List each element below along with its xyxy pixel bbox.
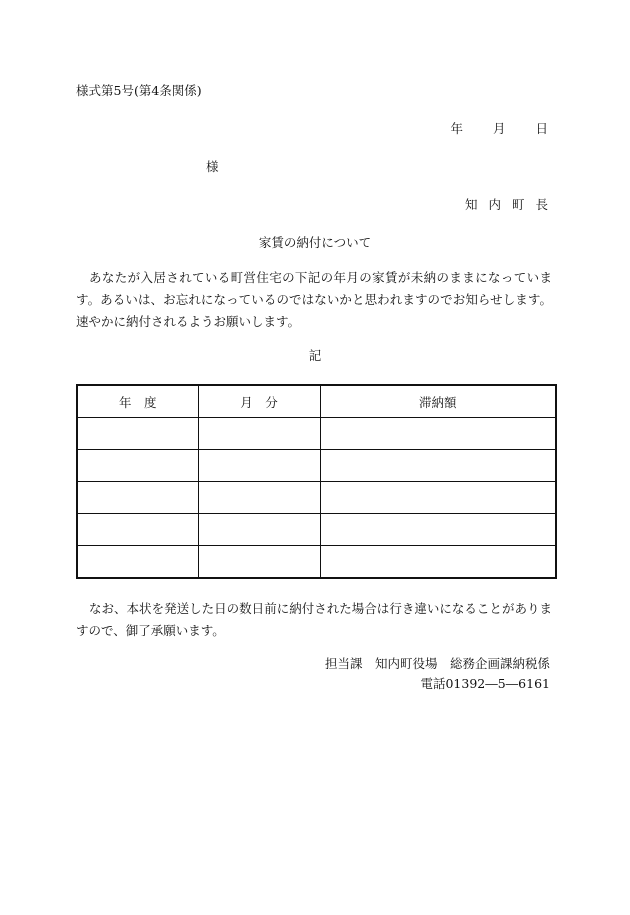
contact-phone: 電話01392―5―6161 xyxy=(420,676,550,691)
table-cell xyxy=(77,546,198,579)
sender: 知内町長 xyxy=(464,197,559,212)
header-arrears-amount: 滞納額 xyxy=(320,385,556,418)
date-line xyxy=(450,123,548,136)
table-cell xyxy=(320,418,556,450)
table-cell xyxy=(320,546,556,579)
date-day-label: 日 xyxy=(535,121,548,136)
table-row xyxy=(77,418,556,450)
contact-department: 担当課 知内町役場 総務企画課納税係 xyxy=(324,656,550,671)
body-paragraph: あなたが入居されている町営住宅の下記の年月の家賃が未納のままになっています。あるいは、お忘れになっているのではないかと思われますのでお知らせします。速やかに納付されるようお願いします。 xyxy=(76,270,552,329)
table-row xyxy=(77,482,556,514)
date-month-label: 月 xyxy=(492,121,506,136)
recipient-suffix: 様 xyxy=(206,159,219,174)
table-cell xyxy=(77,418,198,450)
table-cell xyxy=(198,546,320,579)
table-cell xyxy=(320,482,556,514)
table-header-row xyxy=(77,385,556,418)
table-cell xyxy=(320,514,556,546)
table-cell xyxy=(77,450,198,482)
form-number: 様式第5号(第4条関係) xyxy=(76,83,202,98)
date-year-label: 年 xyxy=(450,121,463,136)
table-cell xyxy=(77,514,198,546)
ki-label: 記 xyxy=(308,348,322,363)
table-cell xyxy=(198,514,320,546)
table-cell xyxy=(77,482,198,514)
table-row xyxy=(77,514,556,546)
table-row xyxy=(77,450,556,482)
arrears-table xyxy=(76,384,557,579)
table-cell xyxy=(198,418,320,450)
table-cell xyxy=(320,450,556,482)
table-cell xyxy=(198,482,320,514)
note-paragraph: なお、本状を発送した日の数日前に納付された場合は行き違いになることがありますので、御了承願います。 xyxy=(76,601,552,638)
document-title: 家賃の納付について xyxy=(258,235,372,250)
header-month: 月 分 xyxy=(198,385,320,418)
table-cell xyxy=(198,450,320,482)
table-row xyxy=(77,546,556,579)
header-fiscal-year: 年 度 xyxy=(77,385,198,418)
